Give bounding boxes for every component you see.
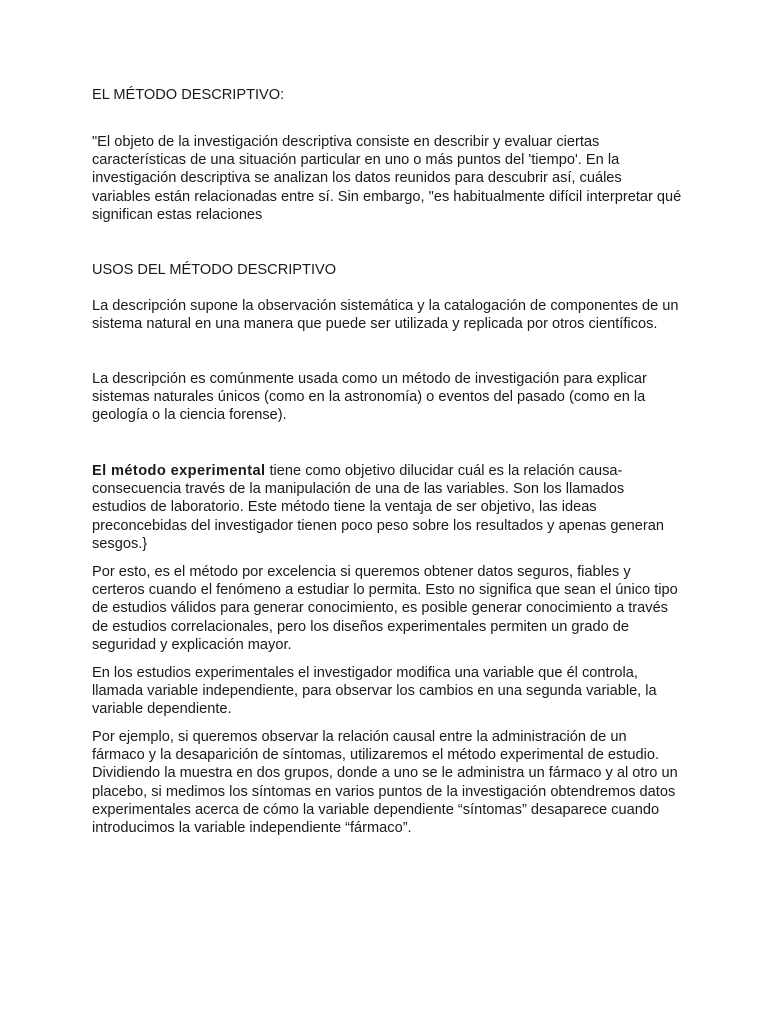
paragraph-uses-observation: La descripción supone la observación sistemática y la catalogación de componentes de un sistema natural en una manera que puede ser utilizada y replicada por otros científicos. — [92, 298, 679, 333]
section-title-uses: USOS DEL MÉTODO DESCRIPTIVO — [92, 262, 337, 278]
experimental-intro-text: tiene como objetivo dilucidar cuál es la relación causa-consecuencia través de la manipulación de una de las variables. Son los llamados estudios de laboratorio. Este método tiene la ventaja de ser objetivo, las ideas preconcebidas del investigador tienen poco peso sobre los resultados y apenas generan sesgos.} — [92, 463, 664, 552]
paragraph-experimental-example: Por ejemplo, si queremos observar la relación causal entre la administración de un fármaco y la desaparición de síntomas, utilizaremos el método experimental de estudio. Dividiendo la muestra en dos grupos, donde a uno se le administra un fármaco y al otro un placebo, si medimos los síntomas en varios puntos de la investigación obtendremos datos experimentales acerca de cómo la variable dependiente “síntomas” desaparece cuando introducimos la variable independiente “fármaco”. — [92, 729, 678, 837]
paragraph-uses-explanation: La descripción es comúnmente usada como un método de investigación para explicar sistemas naturales únicos (como en la astronomía) o eventos del pasado (como en la geología o la ciencia forense). — [92, 371, 647, 424]
paragraph-descriptive-definition: "El objeto de la investigación descriptiva consiste en describir y evaluar ciertas características de una situación particular en uno o más puntos del 'tiempo'. En la investigación descriptiva se analizan los datos reunidos para descubrir así, cuáles variables están relacionadas entre sí. Sin embargo, "es habitualmente difícil interpretar qué significan estas relaciones — [92, 134, 682, 223]
section-title-descriptive: EL MÉTODO DESCRIPTIVO: — [92, 87, 285, 103]
paragraph-experimental-intro — [92, 462, 682, 553]
experimental-method-term: El método experimental — [92, 463, 266, 479]
paragraph-experimental-variables: En los estudios experimentales el investigador modifica una variable que él controla, llamada variable independiente, para observar los cambios en una segunda variable, la variable dependiente. — [92, 665, 657, 718]
paragraph-experimental-reliability: Por esto, es el método por excelencia si queremos obtener datos seguros, fiables y certeros cuando el fenómeno a estudiar lo permita. Esto no significa que sean el único tipo de estudios válidos para generar conocimiento, es posible generar conocimiento a través de estudios correlacionales, pero los diseños experimentales permiten un grado de seguridad y explicación mayor. — [92, 564, 678, 653]
